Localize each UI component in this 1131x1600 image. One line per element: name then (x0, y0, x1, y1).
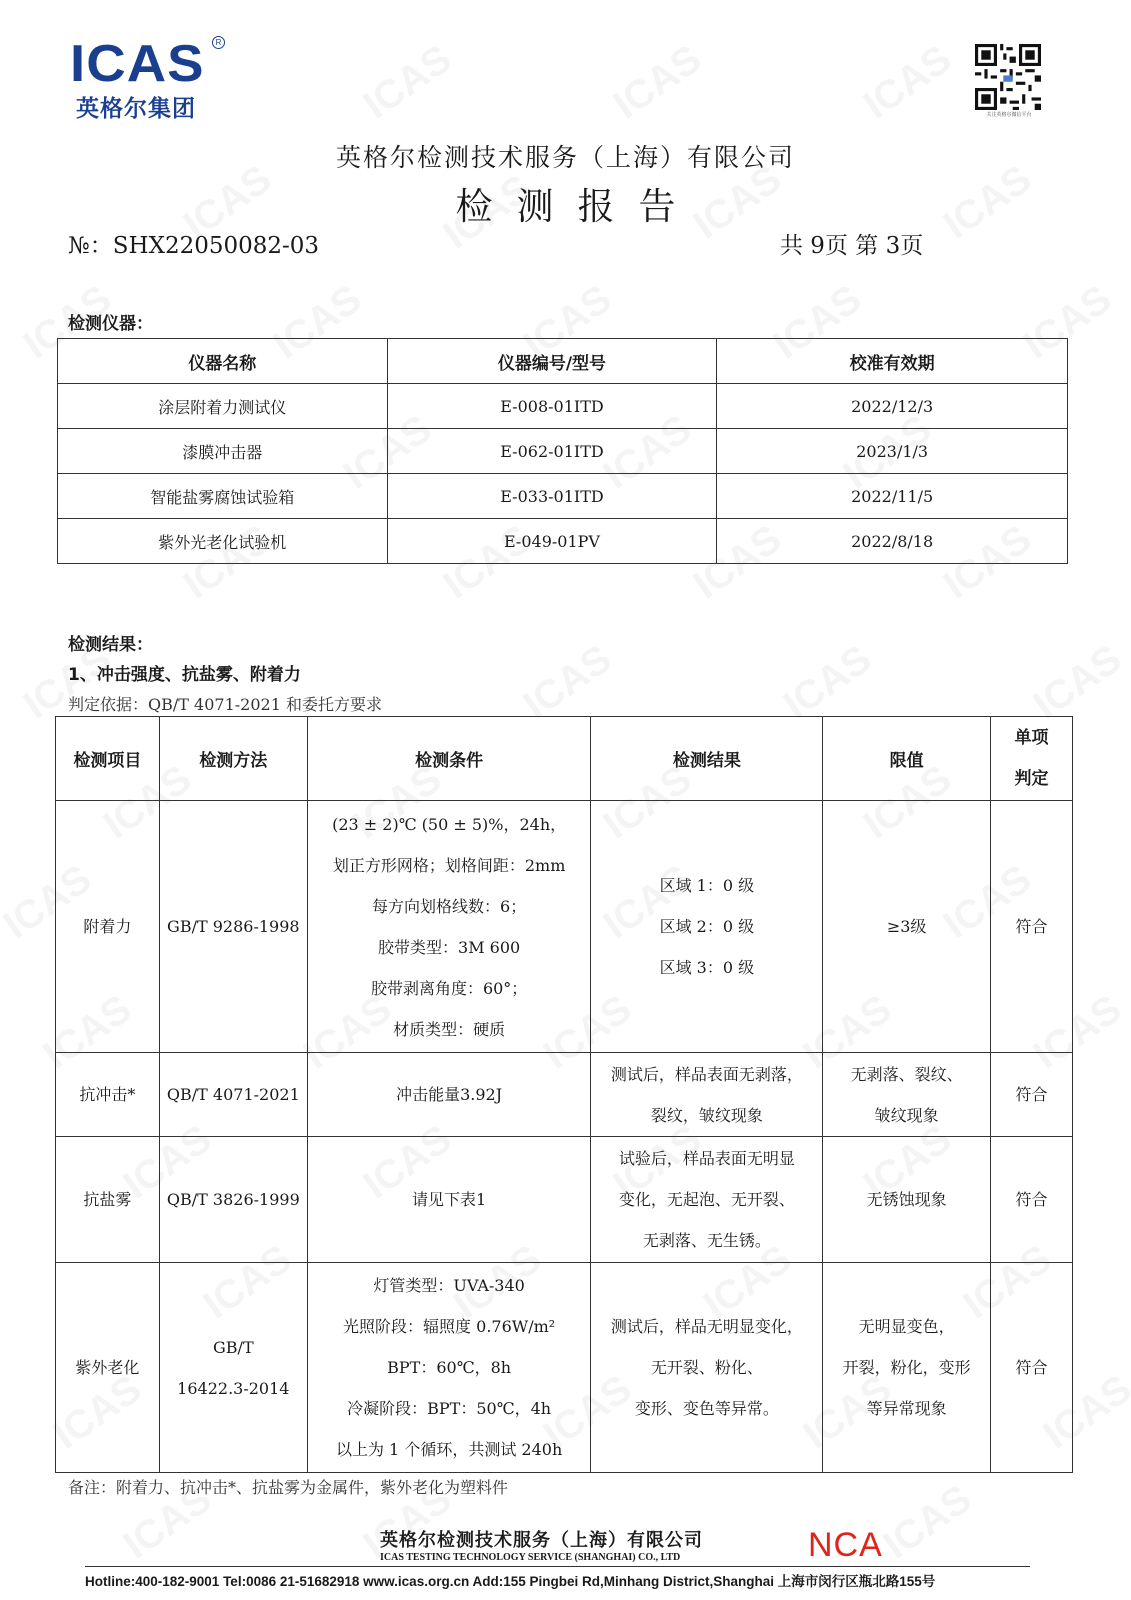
column-header: 仪器名称 (58, 339, 388, 384)
report-title: 检测报告 (455, 185, 700, 228)
test-conditions: (23 ± 2)℃ (50 ± 5)%，24h， 划正方形网格；划格间距：2mm 每方向划格线数：6； 胶带类型：3M 600 胶带剥离角度：60°； 材质类型：硬质 (307, 801, 591, 1053)
calibration-date: 2022/8/18 (717, 519, 1068, 564)
test-item: 附着力 (56, 801, 160, 1053)
instrument-name: 涂层附着力测试仪 (58, 384, 388, 429)
calibration-date: 2022/11/5 (717, 474, 1068, 519)
verdict: 符合 (991, 1137, 1073, 1263)
footer-divider (85, 1566, 1030, 1567)
watermark-text (776, 637, 880, 729)
test-method: GB/T 16422.3-2014 (159, 1263, 307, 1473)
watermark-text (876, 1477, 980, 1569)
test-method: QB/T 4071-2021 (159, 1053, 307, 1137)
column-header: 单项判定 (991, 717, 1073, 801)
verdict: 符合 (991, 1053, 1073, 1137)
test-method: GB/T 9286-1998 (159, 801, 307, 1053)
footer-contact-line: Hotline:400-182-9001 Tel:0086 21-51682918 www.icas.org.cn Add:155 Pingbei Rd,Minhang District,Shanghai 上海市闵行区瓶北路155号 (85, 1574, 936, 1589)
icas-logo: ICAS (70, 35, 205, 93)
results-table (55, 716, 1073, 1473)
instrument-name: 漆膜冲击器 (58, 429, 388, 474)
test-limit: 无锈蚀现象 (823, 1137, 991, 1263)
instrument-id: E-049-01PV (387, 519, 717, 564)
column-header: 仪器编号/型号 (387, 339, 717, 384)
column-header: 限值 (823, 717, 991, 801)
instruments-heading: 检测仪器： (68, 314, 153, 334)
test-conditions: 灯管类型：UVA-340 光照阶段：辐照度 0.76W/m² BPT：60℃，8h 冷凝阶段：BPT：50℃，4h 以上为 1 个循环，共测试 240h (307, 1263, 591, 1473)
test-conditions: 请见下表1 (307, 1137, 591, 1263)
qr-code-icon (975, 44, 1041, 110)
calibration-date: 2023/1/3 (717, 429, 1068, 474)
page-indicator: 共 9页 第 3页 (780, 233, 924, 259)
watermark-text (856, 37, 960, 129)
logo-subtitle: 英格尔集团 (76, 96, 196, 122)
watermark-text (1026, 637, 1130, 729)
instruments-table (57, 338, 1068, 564)
watermark-text (606, 37, 710, 129)
footer-company-en: ICAS TESTING TECHNOLOGY SERVICE (SHANGHAI) CO., LTD (380, 1552, 681, 1563)
table-header-row (56, 717, 1073, 801)
test-item: 抗盐雾 (56, 1137, 160, 1263)
table-row (58, 519, 1068, 564)
verdict: 符合 (991, 801, 1073, 1053)
table-row (56, 1263, 1073, 1473)
test-conditions: 冲击能量3.92J (307, 1053, 591, 1137)
table-row (56, 801, 1073, 1053)
table-row (56, 1137, 1073, 1263)
column-header: 校准有效期 (717, 339, 1068, 384)
table-row (58, 384, 1068, 429)
test-method: QB/T 3826-1999 (159, 1137, 307, 1263)
calibration-date: 2022/12/3 (717, 384, 1068, 429)
column-header: 检测方法 (159, 717, 307, 801)
table-row (58, 474, 1068, 519)
watermark-text (356, 37, 460, 129)
instrument-name: 紫外光老化试验机 (58, 519, 388, 564)
test-item: 紫外老化 (56, 1263, 160, 1473)
table-header-row (58, 339, 1068, 384)
column-header: 检测项目 (56, 717, 160, 801)
nca-logo: NCA (808, 1526, 883, 1564)
test-item: 抗冲击* (56, 1053, 160, 1137)
results-subheading: 1、冲击强度、抗盐雾、附着力 (68, 665, 301, 685)
table-row (56, 1053, 1073, 1137)
instrument-id: E-033-01ITD (387, 474, 717, 519)
remark-note: 备注：附着力、抗冲击*、抗盐雾为金属件，紫外老化为塑料件 (68, 1478, 509, 1497)
instrument-name: 智能盐雾腐蚀试验箱 (58, 474, 388, 519)
instrument-id: E-062-01ITD (387, 429, 717, 474)
footer-company-cn: 英格尔检测技术服务（上海）有限公司 (380, 1530, 703, 1551)
results-heading: 检测结果： (68, 635, 153, 655)
test-result: 测试后，样品无明显变化， 无开裂、粉化、 变形、变色等异常。 (591, 1263, 823, 1473)
table-row (58, 429, 1068, 474)
instrument-id: E-008-01ITD (387, 384, 717, 429)
test-limit: 无明显变色， 开裂，粉化，变形 等异常现象 (823, 1263, 991, 1473)
test-limit: 无剥落、裂纹、 皱纹现象 (823, 1053, 991, 1137)
test-result: 区域 1：0 级 区域 2：0 级 区域 3：0 级 (591, 801, 823, 1053)
company-name: 英格尔检测技术服务（上海）有限公司 (335, 143, 795, 172)
verdict: 符合 (991, 1263, 1073, 1473)
watermark-text (516, 637, 620, 729)
report-number: №：SHX22050082-03 (68, 233, 320, 259)
qr-caption: 关注英格尔微信平台 (986, 112, 1032, 118)
test-result: 测试后，样品表面无剥落， 裂纹，皱纹现象 (591, 1053, 823, 1137)
test-limit: ≥3级 (823, 801, 991, 1053)
column-header: 检测条件 (307, 717, 591, 801)
test-result: 试验后，样品表面无明显 变化，无起泡、无开裂、 无剥落、无生锈。 (591, 1137, 823, 1263)
column-header: 检测结果 (591, 717, 823, 801)
judgement-basis: 判定依据：QB/T 4071-2021 和委托方要求 (68, 695, 382, 714)
registered-mark-icon: R (212, 36, 225, 49)
